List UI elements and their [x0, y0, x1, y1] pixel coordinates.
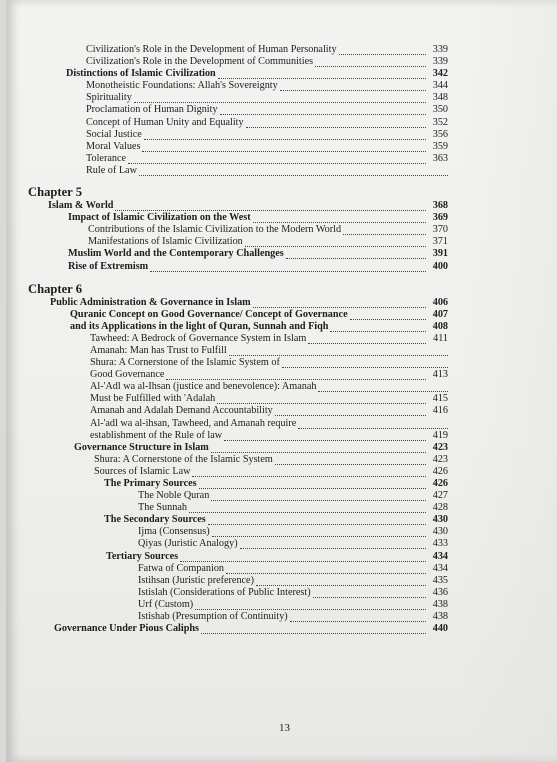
toc-entry	[28, 369, 448, 381]
toc-entry	[28, 538, 448, 550]
page-number: 13	[279, 722, 290, 734]
toc-entry	[28, 261, 448, 273]
dot-leader	[195, 599, 426, 610]
dot-leader	[212, 526, 426, 537]
toc-entry-title: Public Administration & Governance in Islam	[50, 296, 251, 308]
toc-entry	[28, 478, 448, 490]
toc-entry	[28, 623, 448, 635]
toc-entry	[28, 405, 448, 417]
dot-leader	[282, 357, 448, 368]
toc-entry	[28, 454, 448, 466]
toc-entry-title: Concept of Human Unity and Equality	[86, 116, 244, 128]
toc-entry	[28, 68, 448, 80]
toc-entry-page: 342	[432, 68, 448, 80]
toc-entry	[28, 466, 448, 478]
toc-entry-page: 419	[432, 429, 448, 441]
dot-leader	[218, 68, 426, 79]
toc-entry-page: 430	[432, 514, 448, 526]
dot-leader	[343, 224, 426, 235]
toc-entry-title: Sources of Islamic Law	[94, 465, 191, 477]
toc-entry-page: 411	[433, 332, 448, 344]
dot-leader	[275, 405, 426, 416]
toc-entry-title: The Primary Sources	[104, 478, 197, 489]
toc-entry	[28, 248, 448, 260]
dot-leader	[201, 623, 426, 634]
toc-entry	[28, 393, 448, 405]
toc-entry	[28, 236, 448, 248]
show-through-text-area	[462, 0, 557, 762]
toc-entry	[28, 141, 448, 153]
dot-leader	[115, 200, 426, 211]
toc-entry-title: Amanah: Man has Trust to Fulfill	[90, 344, 227, 356]
toc-entry	[28, 212, 448, 224]
toc-entry	[28, 490, 448, 502]
toc-entry-page: 356	[432, 128, 448, 140]
toc-entry-title: Proclamation of Human Dignity	[86, 104, 218, 116]
toc-entry-title: Governance Structure in Islam	[74, 441, 209, 453]
toc-entry	[28, 599, 448, 611]
toc-entry-page: 413	[432, 369, 448, 381]
chapter-heading: Chapter 5	[28, 185, 82, 200]
toc-entry-title: Istihsan (Juristic preference)	[138, 574, 254, 586]
dot-leader	[298, 418, 448, 429]
section-gap	[28, 273, 448, 283]
toc-entry-title: Social Justice	[86, 128, 142, 140]
toc-entry-page: 407	[432, 308, 448, 320]
toc-entry-title: Impact of Islamic Civilization on the West	[68, 212, 251, 224]
toc-entry-page: 359	[432, 140, 448, 152]
toc-entry-title: Good Governance	[90, 369, 165, 381]
toc-entry-page: 339	[432, 44, 448, 55]
toc-entry-page: 435	[432, 574, 448, 586]
toc-entry	[28, 153, 448, 165]
dot-leader	[253, 297, 426, 308]
toc-entry	[28, 381, 448, 393]
toc-entry-title: The Noble Quran	[138, 490, 210, 502]
toc-entry-page: 400	[432, 260, 448, 272]
toc-entry-page: 368	[432, 200, 448, 212]
toc-entry	[28, 357, 448, 369]
toc-entry-title: Fatwa of Companion	[138, 562, 225, 574]
dot-leader	[189, 502, 426, 513]
toc-entry	[28, 551, 448, 563]
toc-entry-page: 348	[432, 92, 448, 104]
toc-entry	[28, 345, 448, 357]
toc-entry-title: Shura: A Cornerstone of the Islamic System	[94, 453, 273, 465]
toc-entry-title: The Secondary Sources	[104, 514, 206, 526]
toc-entry-page: 433	[432, 538, 448, 550]
toc-entry-title: Muslim World and the Contemporary Challenges	[68, 248, 284, 260]
toc-entry-title: and its Applications in the light of Quran, Sunnah and Fiqh	[70, 320, 329, 332]
toc-entry	[28, 117, 448, 129]
toc-entry-title: The Sunnah	[138, 502, 187, 514]
toc-entry	[28, 611, 448, 623]
dot-leader	[211, 442, 426, 453]
toc-entry-page: 408	[432, 320, 448, 332]
dot-leader	[229, 345, 448, 356]
toc-entry-page: 363	[432, 152, 448, 164]
toc-entry-title: Al-'adl wa al-ihsan, Tawheed, and Amanah require	[90, 417, 297, 429]
toc-entry	[28, 575, 448, 587]
toc-entry-title: Urf (Custom)	[138, 598, 194, 610]
toc-entry-page: 440	[432, 623, 448, 635]
toc-entry	[28, 92, 448, 104]
dot-leader	[199, 478, 426, 489]
dot-leader	[308, 333, 426, 344]
toc-entry-title: Islam & World	[48, 200, 114, 212]
table-of-contents	[28, 44, 448, 635]
dot-leader	[144, 129, 426, 140]
dot-leader	[211, 490, 426, 501]
toc-entry-title: Contributions of the Islamic Civilization to the Modern World	[88, 224, 342, 236]
toc-entry-title: Civilization's Role in the Development of Communities	[86, 56, 314, 68]
toc-entry-title: Istishab (Presumption of Continuity)	[138, 611, 288, 623]
toc-entry	[28, 80, 448, 92]
dot-leader	[290, 611, 426, 622]
toc-entry-title: Monotheistic Foundations: Allah's Sovereignty	[86, 80, 278, 92]
dot-leader	[280, 80, 426, 91]
toc-entry	[28, 200, 448, 212]
toc-entry-page: 423	[432, 453, 448, 465]
toc-entry	[28, 333, 448, 345]
toc-entry-title: Rise of Extremism	[68, 260, 149, 272]
dot-leader	[256, 575, 426, 586]
dot-leader	[286, 248, 426, 259]
toc-entry-page: 370	[432, 224, 448, 236]
toc-entry-page: 438	[432, 598, 448, 610]
dot-leader	[226, 563, 426, 574]
dot-leader	[339, 44, 426, 55]
toc-entry	[28, 56, 448, 68]
toc-entry	[28, 165, 448, 177]
book-page	[6, 0, 557, 762]
toc-entry-page: 436	[432, 586, 448, 598]
toc-entry	[28, 309, 448, 321]
toc-entry-title: Ijma (Consensus)	[138, 526, 210, 538]
toc-entry	[28, 224, 448, 236]
toc-entry	[28, 44, 448, 56]
toc-entry-page: 415	[432, 393, 448, 405]
toc-entry-page: 428	[432, 502, 448, 514]
dot-leader	[240, 538, 426, 549]
dot-leader	[330, 321, 426, 332]
toc-entry	[28, 442, 448, 454]
toc-entry	[28, 297, 448, 309]
toc-entry-title: Governance Under Pious Caliphs	[54, 623, 199, 635]
dot-leader	[208, 514, 426, 525]
toc-entry-title: Al-'Adl wa al-Ihsan (justice and benevolence): Amanah	[90, 381, 317, 393]
toc-entry-page: 438	[432, 611, 448, 623]
dot-leader	[150, 261, 426, 272]
toc-entry-page: 406	[432, 296, 448, 308]
toc-entry-title: Must be Fulfilled with 'Adalah	[90, 393, 216, 405]
toc-entry-title: Rule of Law	[86, 164, 137, 176]
toc-entry-page: 369	[432, 212, 448, 224]
toc-entry-page: 427	[432, 490, 448, 502]
toc-entry-page: 426	[432, 478, 448, 489]
toc-entry-page: 434	[432, 562, 448, 574]
toc-entry-title: Istislah (Considerations of Public Interest)	[138, 586, 311, 598]
dot-leader	[253, 212, 426, 223]
toc-entry-title: establishment of the Rule of law	[90, 429, 223, 441]
section-gap	[28, 177, 448, 186]
dot-leader	[246, 117, 426, 128]
toc-entry-title: Manifestations of Islamic Civilization	[88, 236, 243, 248]
toc-entry	[28, 129, 448, 141]
toc-entry-page: 416	[432, 405, 448, 417]
toc-entry-title: Tertiary Sources	[106, 550, 179, 562]
dot-leader	[142, 141, 426, 152]
toc-entry-page: 391	[432, 248, 448, 260]
toc-entry-title: Civilization's Role in the Development of Human Personality	[86, 44, 337, 55]
toc-entry-title: Tawheed: A Bedrock of Governance System in Islam	[90, 332, 307, 344]
toc-entry-title: Moral Values	[86, 140, 141, 152]
toc-entry	[28, 514, 448, 526]
toc-entry	[28, 104, 448, 116]
dot-leader	[224, 430, 426, 441]
dot-leader	[192, 466, 426, 477]
toc-entry-title: Spirituality	[86, 92, 132, 104]
toc-entry-title: Quranic Concept on Good Governance/ Concept of Governance	[70, 308, 348, 320]
dot-leader	[220, 104, 426, 115]
toc-entry-title: Tolerance	[86, 152, 127, 164]
toc-entry-page: 339	[432, 56, 448, 68]
toc-entry-page: 350	[432, 104, 448, 116]
dot-leader	[313, 587, 426, 598]
toc-entry	[28, 526, 448, 538]
toc-entry-page: 423	[432, 441, 448, 453]
toc-entry-page: 344	[432, 80, 448, 92]
dot-leader	[128, 153, 426, 164]
toc-entry	[28, 430, 448, 442]
chapter-heading: Chapter 6	[28, 281, 82, 296]
toc-entry	[28, 563, 448, 575]
dot-leader	[318, 381, 448, 392]
dot-leader	[180, 551, 426, 562]
toc-entry-title: Distinctions of Islamic Civilization	[66, 68, 216, 80]
toc-entry-title: Qiyas (Juristic Analogy)	[138, 538, 238, 550]
toc-entry-page: 352	[432, 116, 448, 128]
dot-leader	[139, 165, 448, 176]
toc-entry-page: 426	[432, 465, 448, 477]
toc-entry	[28, 418, 448, 430]
dot-leader	[166, 369, 426, 380]
toc-entry	[28, 587, 448, 599]
dot-leader	[315, 56, 426, 67]
dot-leader	[217, 393, 426, 404]
dot-leader	[245, 236, 426, 247]
dot-leader	[275, 454, 426, 465]
dot-leader	[350, 309, 426, 320]
toc-entry-page: 434	[432, 550, 448, 562]
toc-entry	[28, 502, 448, 514]
toc-entry-page: 430	[432, 526, 448, 538]
toc-entry-title: Amanah and Adalah Demand Accountability	[90, 405, 273, 417]
dot-leader	[134, 92, 426, 103]
toc-entry-title: Shura: A Cornerstone of the Islamic System of	[90, 357, 280, 369]
toc-entry	[28, 321, 448, 333]
toc-entry-page: 371	[432, 236, 448, 248]
